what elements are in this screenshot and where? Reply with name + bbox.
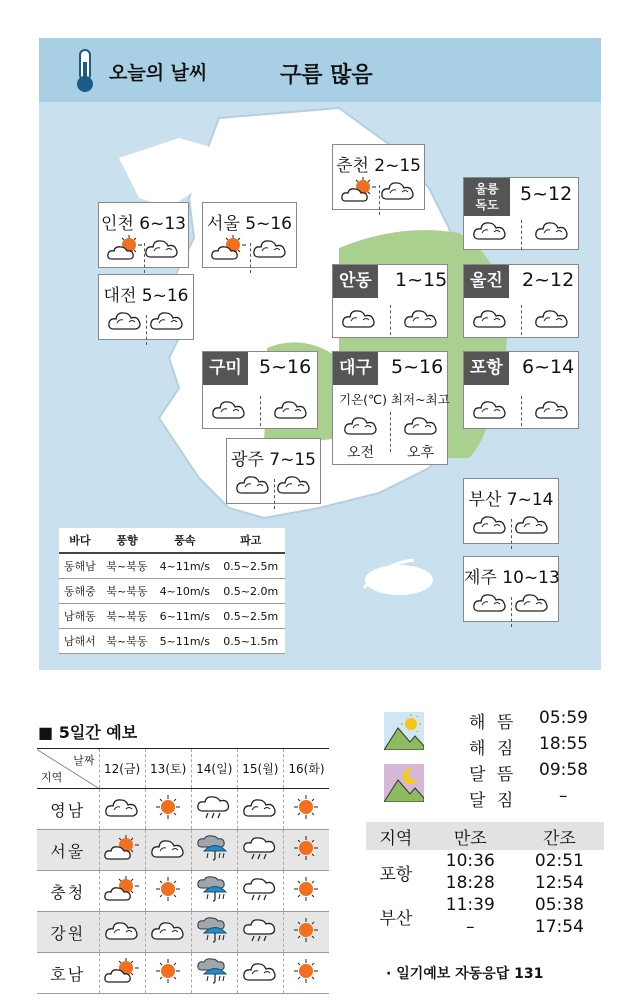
cell: 북~북동 <box>101 604 153 629</box>
cell: 동해중 <box>59 579 101 604</box>
cloud-icon <box>380 177 416 203</box>
card-pohang <box>463 351 579 429</box>
day-header: 14(일) <box>191 749 237 789</box>
forecast-cell <box>283 871 329 912</box>
corner-cell <box>37 749 99 789</box>
moon-mountain-icon <box>384 764 424 802</box>
region-name: 강원 <box>37 912 99 953</box>
divider <box>146 315 147 345</box>
card-andong <box>332 264 448 338</box>
forecast-cell <box>283 830 329 871</box>
divider <box>250 243 251 273</box>
forecast-cell <box>99 871 145 912</box>
phone-info: · 일기예보 자동응답 131 <box>386 966 544 982</box>
tide-high: 11:39 <box>445 895 495 915</box>
cell: 북~북동 <box>101 553 153 579</box>
moonset-time: – <box>559 786 568 806</box>
divider <box>260 396 261 426</box>
city-temp: 10~13 <box>502 568 560 588</box>
tide-low: 02:51 <box>534 851 584 871</box>
forecast-cell <box>191 789 237 830</box>
city-temp: 5~12 <box>520 183 573 205</box>
table-row <box>37 789 329 830</box>
card-daejeon <box>98 274 194 340</box>
cloud-icon <box>534 305 570 331</box>
forecast-cell <box>237 953 283 994</box>
sun-cloud-icon <box>104 958 140 984</box>
table-row <box>59 553 285 579</box>
header-title: 오늘의 날씨 <box>109 62 208 84</box>
divider <box>521 305 522 335</box>
cloud-icon <box>211 396 247 422</box>
corner-region: 지역 <box>41 771 63 784</box>
cloud-icon <box>341 305 377 331</box>
forecast-cell <box>145 953 191 994</box>
cell: 5~11m/s <box>153 629 216 654</box>
tide-high: 10:36 <box>445 851 495 871</box>
city-name: 울진 <box>464 265 509 298</box>
city-name: 안동 <box>333 265 378 298</box>
sun-icon <box>150 876 186 902</box>
cell: 남해서 <box>59 629 101 654</box>
divider <box>521 220 522 250</box>
table-row <box>366 894 604 916</box>
tide-header-row <box>366 822 604 850</box>
forecast-title <box>38 720 137 743</box>
divider <box>390 412 391 452</box>
divider <box>511 597 512 627</box>
city-temp: 6~14 <box>522 356 575 378</box>
forecast-cell <box>237 912 283 953</box>
header-condition: 구름 많음 <box>280 63 373 88</box>
cell: 0.5~2.0m <box>216 579 285 604</box>
tide-table <box>366 822 604 938</box>
sun-cloud-icon <box>107 235 143 261</box>
sun-icon <box>150 958 186 984</box>
day-header: 15(월) <box>237 749 283 789</box>
cell: 0.5~2.5m <box>216 553 285 579</box>
sun-cloud-icon <box>341 177 377 203</box>
pm-label: 오후 <box>407 445 435 461</box>
tide-high: 18:28 <box>445 873 495 893</box>
rain-umbrella-icon <box>196 917 232 943</box>
forecast-body <box>37 789 329 994</box>
card-chuncheon <box>332 144 425 210</box>
forecast-cell <box>191 871 237 912</box>
card-seoul <box>202 202 297 268</box>
table-row <box>37 912 329 953</box>
cloud-icon <box>472 396 508 422</box>
cloud-icon <box>242 794 278 820</box>
divider <box>274 479 275 509</box>
col-wave: 파고 <box>216 528 285 553</box>
city-temp: 7~15 <box>269 450 316 470</box>
cloud-icon <box>242 958 278 984</box>
table-row <box>37 830 329 871</box>
cloud-icon <box>276 471 312 497</box>
tide-low: 17:54 <box>534 917 584 937</box>
rain-umbrella-icon <box>196 835 232 861</box>
sun-icon <box>288 917 324 943</box>
city-name: 제주 <box>464 568 497 588</box>
cloud-icon <box>514 589 550 615</box>
sea-header-row <box>59 528 285 553</box>
divider <box>390 305 391 335</box>
city-temp: 6~13 <box>139 214 186 234</box>
cell: 0.5~2.5m <box>216 604 285 629</box>
am-label: 오전 <box>347 445 375 461</box>
city-temp: 7~14 <box>506 490 554 510</box>
sunrise-time: 05:59 <box>539 708 588 728</box>
day-header: 12(금) <box>99 749 145 789</box>
city-name: 부산 <box>468 490 502 510</box>
city-temp: 1~15 <box>395 269 448 291</box>
city-name: 구미 <box>203 352 248 385</box>
tide-high: – <box>466 917 475 937</box>
sun-cloud-icon <box>104 876 140 902</box>
city-name: 울릉 독도 <box>464 178 510 216</box>
thermometer-icon <box>72 48 98 94</box>
table-row <box>59 604 285 629</box>
card-busan <box>463 478 559 544</box>
forecast-cell <box>145 871 191 912</box>
region-name: 서울 <box>37 830 99 871</box>
sunset-label: 해 짐 <box>469 739 517 759</box>
moonset-label: 달 짐 <box>469 791 517 811</box>
cloud-icon <box>534 396 570 422</box>
tide-region: 부산 <box>379 908 413 929</box>
forecast-cell <box>283 912 329 953</box>
forecast-cell <box>237 789 283 830</box>
sun-cloud-icon <box>104 835 140 861</box>
cloud-icon <box>472 589 508 615</box>
forecast-cell <box>145 789 191 830</box>
city-temp: 2~15 <box>374 156 421 176</box>
forecast-cell <box>237 830 283 871</box>
sun-icon <box>150 794 186 820</box>
card-gwangju <box>226 438 321 504</box>
cloud-icon <box>343 412 379 438</box>
rain-umbrella-icon <box>196 958 232 984</box>
city-name: 포항 <box>464 352 509 385</box>
cloud-icon <box>107 307 143 333</box>
region-name: 충청 <box>37 871 99 912</box>
cell: 4~10m/s <box>153 579 216 604</box>
tide-low: 05:38 <box>534 895 584 915</box>
cloud-icon <box>472 305 508 331</box>
city-name: 광주 <box>231 450 264 470</box>
tide-low: 12:54 <box>534 873 584 893</box>
moonrise-time: 09:58 <box>539 760 588 780</box>
forecast-cell <box>99 830 145 871</box>
tide-col-high: 만조 <box>426 822 515 850</box>
card-ulleung <box>463 177 579 250</box>
map-panel <box>39 38 601 670</box>
card-daegu <box>332 351 448 465</box>
day-header: 16(화) <box>283 749 329 789</box>
sun-icon <box>288 835 324 861</box>
forecast-title-text: 5일간 예보 <box>58 723 138 742</box>
city-temp: 2~12 <box>522 269 575 291</box>
city-temp: 5~16 <box>141 286 189 306</box>
moonrise-label: 달 뜸 <box>469 765 517 785</box>
temp-legend: 기온(℃) 최저~최고 <box>339 392 450 407</box>
cell: 6~11m/s <box>153 604 216 629</box>
cloud-icon <box>252 235 288 261</box>
city-name: 대전 <box>103 286 137 306</box>
region-name: 호남 <box>37 953 99 994</box>
city-temp: 5~16 <box>245 214 292 234</box>
col-sea: 바다 <box>59 528 101 553</box>
forecast-header-row <box>37 749 329 789</box>
table-row <box>37 871 329 912</box>
cloud-icon <box>534 217 570 243</box>
sun-mountain-icon <box>384 712 424 750</box>
tide-col-low: 간조 <box>515 822 604 850</box>
cloud-icon <box>273 396 309 422</box>
sea-table <box>59 528 285 654</box>
forecast-cell <box>283 953 329 994</box>
forecast-cell <box>145 912 191 953</box>
city-name: 춘천 <box>336 156 369 176</box>
cloud-icon <box>144 235 180 261</box>
cloud-rain-icon <box>242 876 278 902</box>
card-uljin <box>463 264 579 338</box>
sun-icon <box>288 876 324 902</box>
cell: 남해동 <box>59 604 101 629</box>
forecast-cell <box>191 830 237 871</box>
cloud-icon <box>403 305 439 331</box>
cell: 0.5~1.5m <box>216 629 285 654</box>
city-temp: 5~16 <box>391 356 444 378</box>
rain-umbrella-icon <box>196 876 232 902</box>
forecast-cell <box>99 912 145 953</box>
forecast-table <box>37 748 329 994</box>
corner-date: 날짜 <box>73 754 95 767</box>
sun-icon <box>288 794 324 820</box>
city-name: 인천 <box>101 214 134 234</box>
forecast-cell <box>145 830 191 871</box>
card-jeju <box>463 556 559 622</box>
cloud-rain-icon <box>242 917 278 943</box>
cloud-icon <box>104 794 140 820</box>
col-wind-speed: 풍속 <box>153 528 216 553</box>
cloud-icon <box>235 471 271 497</box>
cloud-icon <box>150 917 186 943</box>
forecast-cell <box>99 789 145 830</box>
card-gumi <box>202 351 318 429</box>
cloud-rain-icon <box>196 794 232 820</box>
table-row <box>366 850 604 872</box>
sunrise-label: 해 뜸 <box>469 713 517 733</box>
forecast-cell <box>237 871 283 912</box>
table-row <box>37 953 329 994</box>
forecast-cell <box>191 953 237 994</box>
sunset-time: 18:55 <box>539 734 588 754</box>
tide-col-region: 지역 <box>366 822 426 850</box>
table-row <box>59 579 285 604</box>
cloud-icon <box>150 835 186 861</box>
forecast-cell <box>191 912 237 953</box>
forecast-cell <box>283 789 329 830</box>
cloud-icon <box>472 217 508 243</box>
day-header: 13(토) <box>145 749 191 789</box>
col-wind-dir: 풍향 <box>101 528 153 553</box>
divider <box>521 396 522 426</box>
sun-cloud-icon <box>211 235 247 261</box>
cell: 동해남 <box>59 553 101 579</box>
cell: 북~북동 <box>101 629 153 654</box>
sun-icon <box>288 958 324 984</box>
cloud-icon <box>149 307 185 333</box>
cloud-icon <box>472 511 508 537</box>
region-name: 영남 <box>37 789 99 830</box>
divider <box>511 519 512 549</box>
city-temp: 5~16 <box>259 356 312 378</box>
square-bullet-icon: ■ <box>38 723 59 742</box>
city-name: 대구 <box>333 352 378 385</box>
card-incheon <box>98 202 189 268</box>
table-row <box>59 629 285 654</box>
cloud-icon <box>403 412 439 438</box>
forecast-cell <box>99 953 145 994</box>
cloud-icon <box>514 511 550 537</box>
tide-region: 포항 <box>379 864 413 885</box>
cloud-icon <box>104 917 140 943</box>
cell: 4~11m/s <box>153 553 216 579</box>
city-name: 서울 <box>207 214 240 234</box>
cloud-rain-icon <box>242 835 278 861</box>
cell: 북~북동 <box>101 579 153 604</box>
